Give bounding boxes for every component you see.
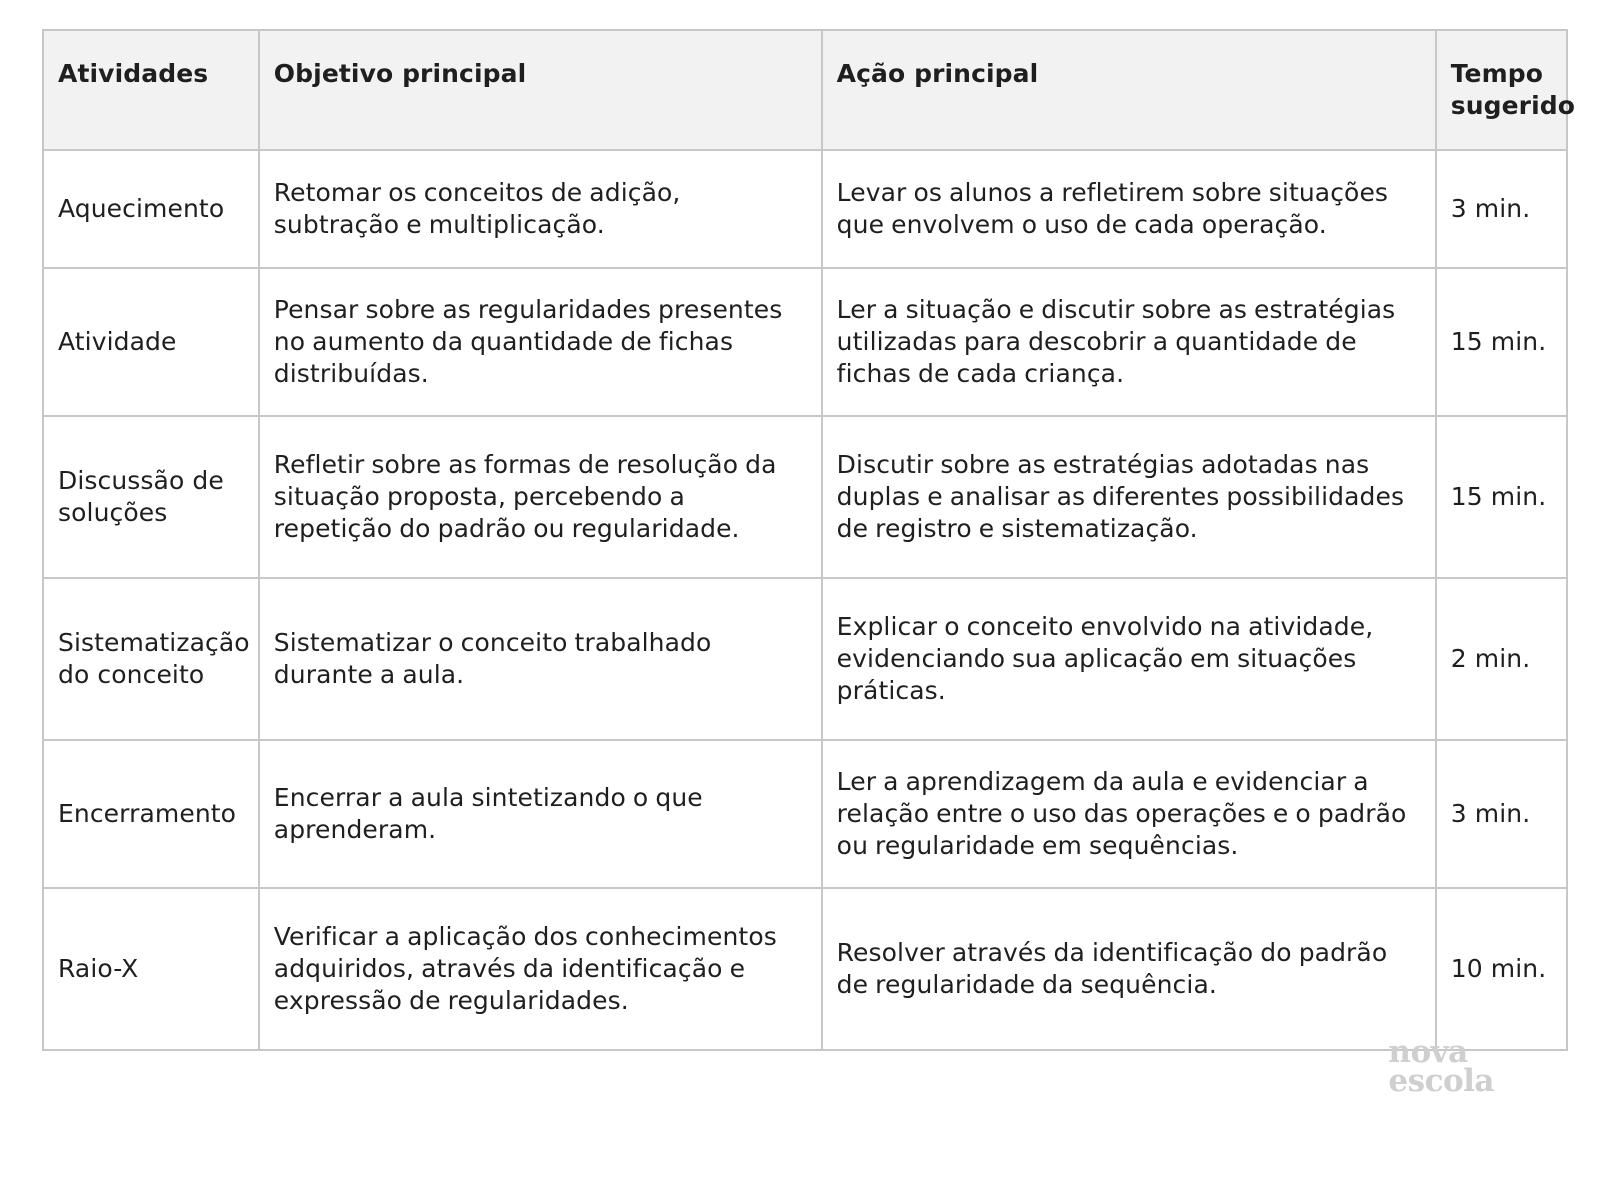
table-row	[43, 578, 1567, 740]
cell-tempo: 15 min.	[1436, 268, 1567, 416]
cell-atividade: Aquecimento	[43, 150, 259, 268]
header-atividades: Atividades	[43, 30, 259, 150]
header-objetivo-principal: Objetivo principal	[259, 30, 822, 150]
cell-acao: Resolver através da identificação do padrão de regularidade da sequência.	[822, 888, 1436, 1050]
logo-line-nova: nova	[1388, 1034, 1468, 1070]
logo-line-escola: escola	[1388, 1063, 1494, 1099]
table-header-row	[43, 30, 1567, 150]
cell-acao: Ler a situação e discutir sobre as estratégias utilizadas para descobrir a quantidade de fichas de cada criança.	[822, 268, 1436, 416]
table-row	[43, 416, 1567, 578]
cell-tempo: 3 min.	[1436, 740, 1567, 888]
table-row	[43, 888, 1567, 1050]
cell-objetivo: Sistematizar o conceito trabalhado durante a aula.	[259, 578, 822, 740]
table-row	[43, 740, 1567, 888]
cell-objetivo: Retomar os conceitos de adição, subtração e multiplicação.	[259, 150, 822, 268]
cell-tempo: 10 min.	[1436, 888, 1567, 1050]
header-tempo-sugerido: Tempo sugerido	[1436, 30, 1567, 150]
cell-atividade: Raio-X	[43, 888, 259, 1050]
header-acao-principal: Ação principal	[822, 30, 1436, 150]
cell-acao: Levar os alunos a refletirem sobre situações que envolvem o uso de cada operação.	[822, 150, 1436, 268]
cell-tempo: 15 min.	[1436, 416, 1567, 578]
cell-objetivo: Verificar a aplicação dos conhecimentos adquiridos, através da identificação e expressão de regularidades.	[259, 888, 822, 1050]
cell-atividade: Discussão de soluções	[43, 416, 259, 578]
cell-objetivo: Pensar sobre as regularidades presentes no aumento da quantidade de fichas distribuídas.	[259, 268, 822, 416]
cell-acao: Discutir sobre as estratégias adotadas nas duplas e analisar as diferentes possibilidades de registro e sistematização.	[822, 416, 1436, 578]
cell-tempo: 3 min.	[1436, 150, 1567, 268]
cell-atividade: Encerramento	[43, 740, 259, 888]
lesson-plan-table	[42, 29, 1576, 1051]
cell-atividade: Sistematização do conceito	[43, 578, 259, 740]
cell-acao: Ler a aprendizagem da aula e evidenciar a relação entre o uso das operações e o padrão ou regularidade em sequências.	[822, 740, 1436, 888]
table-row	[43, 150, 1567, 268]
cell-objetivo: Refletir sobre as formas de resolução da situação proposta, percebendo a repetição do padrão ou regularidade.	[259, 416, 822, 578]
cell-tempo: 2 min.	[1436, 578, 1567, 740]
cell-objetivo: Encerrar a aula sintetizando o que aprenderam.	[259, 740, 822, 888]
nova-escola-logo	[1388, 1034, 1494, 1099]
table-row	[43, 268, 1567, 416]
cell-atividade: Atividade	[43, 268, 259, 416]
cell-acao: Explicar o conceito envolvido na atividade, evidenciando sua aplicação em situações práticas.	[822, 578, 1436, 740]
